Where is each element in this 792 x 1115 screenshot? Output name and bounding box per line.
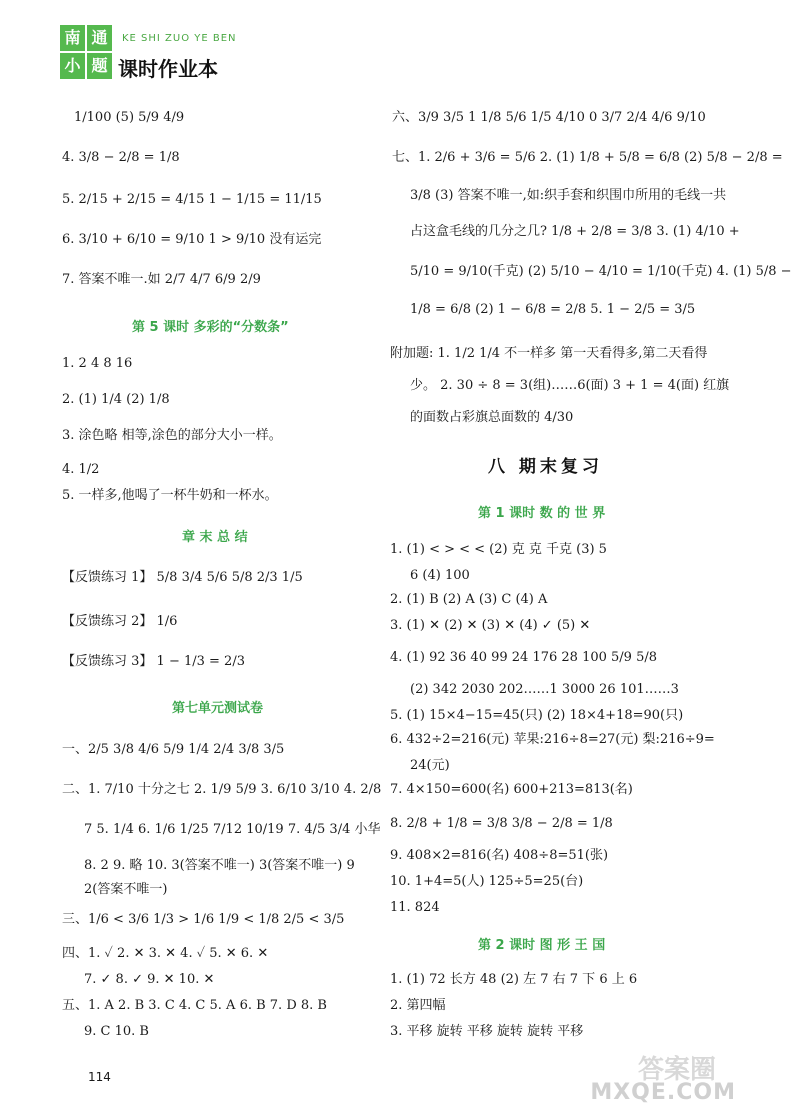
- answer-line: 【反馈练习 3】 1 − 1/3 = 2/3: [62, 654, 245, 669]
- answer-line: 6. 432÷2=216(元) 苹果:216÷8=27(元) 梨:216÷9=: [390, 732, 715, 747]
- answer-line: 一、2/5 3/8 4/6 5/9 1/4 2/4 3/8 3/5: [62, 742, 285, 757]
- answer-line: 1/8 = 6/8 (2) 1 − 6/8 = 2/8 5. 1 − 2/5 = 3/5: [410, 302, 696, 317]
- section-title: 第 1 课时 数 的 世 界: [478, 506, 606, 521]
- answer-line: 9. 408×2=816(名) 408÷8=51(张): [390, 848, 609, 863]
- answer-line: 1. 2 4 8 16: [62, 356, 133, 371]
- answer-line: 3. 平移 旋转 平移 旋转 旋转 平移: [390, 1024, 584, 1039]
- answer-line: 七、1. 2/6 + 3/6 = 5/6 2. (1) 1/8 + 5/8 = 6/8 (2) 5/8 − 2/8 =: [392, 150, 783, 165]
- answer-line: 5. 2/15 + 2/15 = 4/15 1 − 1/15 = 11/15: [62, 192, 322, 207]
- header: [60, 25, 280, 85]
- answer-line: 2. (1) 1/4 (2) 1/8: [62, 392, 170, 407]
- section-title: 第 2 课时 图 形 王 国: [478, 938, 606, 953]
- answer-line: 附加题: 1. 1/2 1/4 不一样多 第一天看得多,第二天看得: [390, 346, 708, 361]
- watermark-text: MXQE.COM: [590, 1080, 736, 1105]
- logo-char: 南: [60, 25, 85, 51]
- header-title: 课时作业本: [118, 57, 218, 81]
- answer-line: 四、1. ✓ 2. ✕ 3. ✕ 4. ✓ 5. ✕ 6. ✕: [62, 946, 269, 961]
- answer-line: 占这盒毛线的几分之几? 1/8 + 2/8 = 3/8 3. (1) 4/10 +: [410, 224, 740, 239]
- answer-line: 4. (1) 92 36 40 99 24 176 28 100 5/9 5/8: [390, 650, 657, 665]
- answer-line: 1. (1) < > < < (2) 克 克 千克 (3) 5: [390, 542, 607, 557]
- answer-line: 【反馈练习 2】 1/6: [62, 614, 178, 629]
- watermark-top: 答案圈: [637, 1055, 716, 1085]
- answer-line: 4. 3/8 − 2/8 = 1/8: [62, 150, 180, 165]
- answer-line: 二、1. 7/10 十分之七 2. 1/9 5/9 3. 6/10 3/10 4. 2/8: [62, 782, 382, 797]
- answer-line: 7. 答案不唯一.如 2/7 4/7 6/9 2/9: [62, 272, 261, 287]
- answer-line: 3/8 (3) 答案不唯一,如:织手套和织围巾所用的毛线一共: [410, 188, 727, 203]
- watermark: [592, 1049, 742, 1109]
- section-title: 章 末 总 结: [182, 530, 248, 545]
- logo-char: 题: [87, 53, 112, 79]
- answer-line: (2) 342 2030 202……1 3000 26 101……3: [410, 682, 679, 697]
- answer-line: 5. (1) 15×4−15=45(只) (2) 18×4+18=90(只): [390, 708, 684, 723]
- answer-line: 少。 2. 30 ÷ 8 = 3(组)……6(面) 3 + 1 = 4(面) 红旗: [410, 378, 730, 393]
- answer-line: 9. C 10. B: [84, 1024, 149, 1039]
- unit-title: 八 期末复习: [488, 457, 603, 477]
- answer-line: 三、1/6 < 3/6 1/3 > 1/6 1/9 < 1/8 2/5 < 3/5: [62, 912, 345, 927]
- answer-line: 11. 824: [390, 900, 440, 915]
- answer-line: 24(元): [410, 758, 450, 773]
- logo: [60, 25, 112, 81]
- answer-line: 的面数占彩旗总面数的 4/30: [410, 410, 574, 425]
- page-number: 114: [88, 1070, 111, 1084]
- answer-line: 2. 第四幅: [390, 998, 446, 1013]
- section-title: 第七单元测试卷: [172, 701, 264, 716]
- answer-line: 3. (1) ✕ (2) ✕ (3) ✕ (4) ✓ (5) ✕: [390, 618, 591, 633]
- answer-line: 8. 2 9. 略 10. 3(答案不唯一) 3(答案不唯一) 9: [84, 858, 355, 873]
- answer-line: 8. 2/8 + 1/8 = 3/8 3/8 − 2/8 = 1/8: [390, 816, 613, 831]
- answer-line: 7. 4×150=600(名) 600+213=813(名): [390, 782, 633, 797]
- answer-line: 2. (1) B (2) A (3) C (4) A: [390, 592, 548, 607]
- header-pinyin: KE SHI ZUO YE BEN: [122, 33, 237, 44]
- answer-line: 7. ✓ 8. ✓ 9. ✕ 10. ✕: [84, 972, 215, 987]
- answer-line: 7 5. 1/4 6. 1/6 1/25 7/12 10/19 7. 4/5 3/4 小华: [84, 822, 381, 837]
- logo-char: 小: [60, 53, 85, 79]
- answer-line: 10. 1+4=5(人) 125÷5=25(台): [390, 874, 584, 889]
- answer-line: 六、3/9 3/5 1 1/8 5/6 1/5 4/10 0 3/7 2/4 4/6 9/10: [392, 110, 706, 125]
- answer-line: 5/10 = 9/10(千克) (2) 5/10 − 4/10 = 1/10(千克) 4. (1) 5/8 −: [410, 264, 792, 279]
- logo-char: 通: [87, 25, 112, 51]
- answer-line: 6 (4) 100: [410, 568, 470, 583]
- answer-line: 2(答案不唯一): [84, 882, 168, 897]
- answer-line: 1/100 (5) 5/9 4/9: [74, 110, 185, 125]
- section-title: 第 5 课时 多彩的“分数条”: [132, 320, 289, 335]
- answer-line: 6. 3/10 + 6/10 = 9/10 1 > 9/10 没有运完: [62, 232, 322, 247]
- answer-line: 4. 1/2: [62, 462, 100, 477]
- answer-line: 【反馈练习 1】 5/8 3/4 5/6 5/8 2/3 1/5: [62, 570, 303, 585]
- answer-line: 5. 一样多,他喝了一杯牛奶和一杯水。: [62, 488, 278, 503]
- answer-line: 3. 涂色略 相等,涂色的部分大小一样。: [62, 428, 282, 443]
- answer-line: 1. (1) 72 长方 48 (2) 左 7 右 7 下 6 上 6: [390, 972, 638, 987]
- answer-line: 五、1. A 2. B 3. C 4. C 5. A 6. B 7. D 8. B: [62, 998, 327, 1013]
